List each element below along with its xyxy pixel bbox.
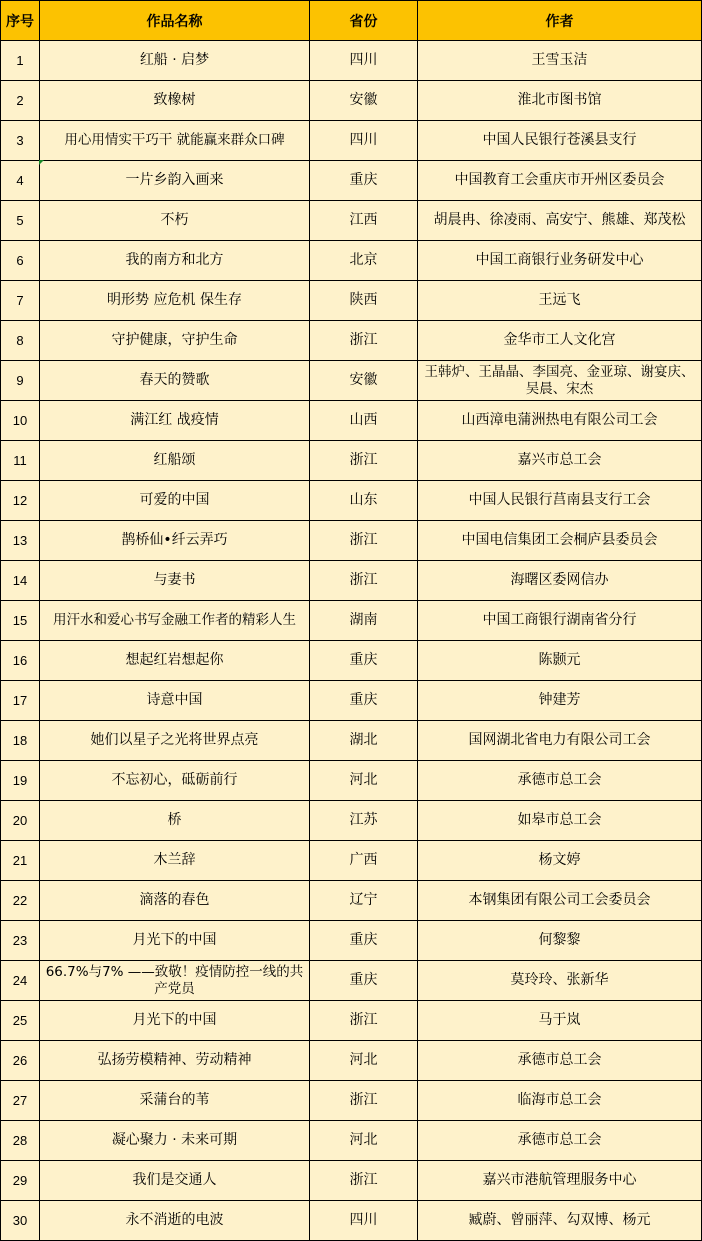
- author-cell: 陈颢元: [418, 641, 702, 681]
- province-cell: 四川: [310, 121, 418, 161]
- province-cell: 重庆: [310, 961, 418, 1001]
- row-number-cell: 28: [1, 1121, 40, 1161]
- cell-comment-marker: [39, 160, 44, 165]
- row-number-cell: 20: [1, 801, 40, 841]
- row-number-cell: 19: [1, 761, 40, 801]
- province-cell: 河北: [310, 1041, 418, 1081]
- province-cell: 浙江: [310, 561, 418, 601]
- row-number-cell: 21: [1, 841, 40, 881]
- province-cell: 四川: [310, 1201, 418, 1241]
- work-title-cell: 滴落的春色: [40, 881, 310, 921]
- table-row: [1, 1001, 702, 1041]
- work-title-cell: 月光下的中国: [40, 921, 310, 961]
- work-title-cell: 弘扬劳模精神、劳动精神: [40, 1041, 310, 1081]
- work-title-cell: 用汗水和爱心书写金融工作者的精彩人生: [40, 601, 310, 641]
- province-cell: 湖北: [310, 721, 418, 761]
- province-cell: 浙江: [310, 1161, 418, 1201]
- author-cell: 嘉兴市港航管理服务中心: [418, 1161, 702, 1201]
- row-number-cell: 15: [1, 601, 40, 641]
- table-row: [1, 81, 702, 121]
- header-number: 序号: [1, 1, 40, 41]
- work-title-cell: 我们是交通人: [40, 1161, 310, 1201]
- province-cell: 陕西: [310, 281, 418, 321]
- work-title-cell: 用心用情实干巧干 就能赢来群众口碑: [40, 121, 310, 161]
- province-cell: 江苏: [310, 801, 418, 841]
- table-row: [1, 1161, 702, 1201]
- table-row: [1, 441, 702, 481]
- table-row: [1, 1081, 702, 1121]
- province-cell: 广西: [310, 841, 418, 881]
- author-cell: 中国工商银行湖南省分行: [418, 601, 702, 641]
- author-cell: 承德市总工会: [418, 1041, 702, 1081]
- table-row: [1, 401, 702, 441]
- row-number-cell: 24: [1, 961, 40, 1001]
- row-number-cell: 2: [1, 81, 40, 121]
- province-cell: 山东: [310, 481, 418, 521]
- work-title-cell: 春天的赞歌: [40, 361, 310, 401]
- author-cell: 中国人民银行莒南县支行工会: [418, 481, 702, 521]
- province-cell: 河北: [310, 761, 418, 801]
- work-title-cell: 永不消逝的电波: [40, 1201, 310, 1241]
- row-number-cell: 10: [1, 401, 40, 441]
- province-cell: 湖南: [310, 601, 418, 641]
- table-header: [1, 1, 702, 41]
- row-number-cell: 8: [1, 321, 40, 361]
- row-number-cell: 18: [1, 721, 40, 761]
- row-number-cell: 27: [1, 1081, 40, 1121]
- author-cell: 金华市工人文化宫: [418, 321, 702, 361]
- row-number-cell: 22: [1, 881, 40, 921]
- work-title-cell: 采蒲台的苇: [40, 1081, 310, 1121]
- author-cell: 承德市总工会: [418, 761, 702, 801]
- work-title-cell: 守护健康，守护生命: [40, 321, 310, 361]
- province-cell: 北京: [310, 241, 418, 281]
- row-number-cell: 6: [1, 241, 40, 281]
- work-title-cell: 不忘初心，砥砺前行: [40, 761, 310, 801]
- province-cell: 浙江: [310, 1001, 418, 1041]
- table-row: [1, 641, 702, 681]
- header-province: 省份: [310, 1, 418, 41]
- work-title-cell: 红船 · 启梦: [40, 41, 310, 81]
- author-cell: 何黎黎: [418, 921, 702, 961]
- table-row: [1, 801, 702, 841]
- author-cell: 临海市总工会: [418, 1081, 702, 1121]
- header-author: 作者: [418, 1, 702, 41]
- province-cell: 重庆: [310, 921, 418, 961]
- author-cell: 中国电信集团工会桐庐县委员会: [418, 521, 702, 561]
- table-row: [1, 1121, 702, 1161]
- row-number-cell: 12: [1, 481, 40, 521]
- table-row: [1, 601, 702, 641]
- work-title-cell: 红船颂: [40, 441, 310, 481]
- province-cell: 浙江: [310, 441, 418, 481]
- header-title: 作品名称: [40, 1, 310, 41]
- table-row: [1, 961, 702, 1001]
- row-number-cell: 14: [1, 561, 40, 601]
- row-number-cell: 16: [1, 641, 40, 681]
- author-cell: 臧蔚、曾丽萍、勾双博、杨元: [418, 1201, 702, 1241]
- work-title-cell: 想起红岩想起你: [40, 641, 310, 681]
- work-title-cell: 月光下的中国: [40, 1001, 310, 1041]
- table-row: [1, 561, 702, 601]
- author-cell: 王雪玉洁: [418, 41, 702, 81]
- author-cell: 本钢集团有限公司工会委员会: [418, 881, 702, 921]
- table-row: [1, 1041, 702, 1081]
- work-title-cell: 不朽: [40, 201, 310, 241]
- table-row: [1, 321, 702, 361]
- work-title-cell: 她们以星子之光将世界点亮: [40, 721, 310, 761]
- author-cell: 中国教育工会重庆市开州区委员会: [418, 161, 702, 201]
- work-title-cell: 满江红 战疫情: [40, 401, 310, 441]
- province-cell: 浙江: [310, 521, 418, 561]
- province-cell: 江西: [310, 201, 418, 241]
- author-cell: 王韩炉、王晶晶、李国亮、金亚琼、谢宴庆、吴晨、宋杰: [418, 361, 702, 401]
- work-title-cell: 鹊桥仙•纤云弄巧: [40, 521, 310, 561]
- table-row: [1, 201, 702, 241]
- work-title-cell: 我的南方和北方: [40, 241, 310, 281]
- author-cell: 国网湖北省电力有限公司工会: [418, 721, 702, 761]
- table-row: [1, 361, 702, 401]
- author-cell: 如皋市总工会: [418, 801, 702, 841]
- province-cell: 四川: [310, 41, 418, 81]
- row-number-cell: 17: [1, 681, 40, 721]
- province-cell: 重庆: [310, 161, 418, 201]
- table-row: [1, 1201, 702, 1241]
- author-cell: 王远飞: [418, 281, 702, 321]
- table-row: [1, 121, 702, 161]
- table-row: [1, 41, 702, 81]
- work-title-cell: 可爱的中国: [40, 481, 310, 521]
- author-cell: 胡晨冉、徐凌雨、高安宁、熊雄、郑茂松: [418, 201, 702, 241]
- author-cell: 钟建芳: [418, 681, 702, 721]
- province-cell: 重庆: [310, 681, 418, 721]
- author-cell: 海曙区委网信办: [418, 561, 702, 601]
- row-number-cell: 26: [1, 1041, 40, 1081]
- row-number-cell: 13: [1, 521, 40, 561]
- table-row: [1, 761, 702, 801]
- row-number-cell: 5: [1, 201, 40, 241]
- author-cell: 承德市总工会: [418, 1121, 702, 1161]
- table-row: [1, 921, 702, 961]
- row-number-cell: 29: [1, 1161, 40, 1201]
- table-row: [1, 681, 702, 721]
- author-cell: 淮北市图书馆: [418, 81, 702, 121]
- row-number-cell: 7: [1, 281, 40, 321]
- work-title-cell: 一片乡韵入画来: [40, 161, 310, 201]
- row-number-cell: 23: [1, 921, 40, 961]
- province-cell: 山西: [310, 401, 418, 441]
- province-cell: 辽宁: [310, 881, 418, 921]
- table-row: [1, 721, 702, 761]
- author-cell: 马于岚: [418, 1001, 702, 1041]
- province-cell: 重庆: [310, 641, 418, 681]
- work-title-cell: 诗意中国: [40, 681, 310, 721]
- province-cell: 浙江: [310, 1081, 418, 1121]
- province-cell: 浙江: [310, 321, 418, 361]
- author-cell: 杨文婷: [418, 841, 702, 881]
- province-cell: 安徽: [310, 361, 418, 401]
- row-number-cell: 11: [1, 441, 40, 481]
- work-title-cell: 木兰辞: [40, 841, 310, 881]
- table-body: [1, 41, 702, 1241]
- row-number-cell: 30: [1, 1201, 40, 1241]
- row-number-cell: 9: [1, 361, 40, 401]
- author-cell: 中国人民银行苍溪县支行: [418, 121, 702, 161]
- header-row: [1, 1, 702, 41]
- work-title-cell: 66.7%与7% ——致敬！疫情防控一线的共产党员: [40, 961, 310, 1001]
- author-cell: 嘉兴市总工会: [418, 441, 702, 481]
- row-number-cell: 3: [1, 121, 40, 161]
- author-cell: 山西漳电蒲洲热电有限公司工会: [418, 401, 702, 441]
- row-number-cell: 4: [1, 161, 40, 201]
- row-number-cell: 25: [1, 1001, 40, 1041]
- table-row: [1, 841, 702, 881]
- work-title-cell: 明形势 应危机 保生存: [40, 281, 310, 321]
- province-cell: 安徽: [310, 81, 418, 121]
- author-cell: 莫玲玲、张新华: [418, 961, 702, 1001]
- table-row: [1, 241, 702, 281]
- author-cell: 中国工商银行业务研发中心: [418, 241, 702, 281]
- row-number-cell: 1: [1, 41, 40, 81]
- table-row: [1, 481, 702, 521]
- province-cell: 河北: [310, 1121, 418, 1161]
- table-row: [1, 281, 702, 321]
- table-row: [1, 881, 702, 921]
- work-title-cell: 与妻书: [40, 561, 310, 601]
- work-title-cell: 桥: [40, 801, 310, 841]
- work-title-cell: 致橡树: [40, 81, 310, 121]
- table-row: [1, 521, 702, 561]
- work-title-cell: 凝心聚力 · 未来可期: [40, 1121, 310, 1161]
- table-row: [1, 161, 702, 201]
